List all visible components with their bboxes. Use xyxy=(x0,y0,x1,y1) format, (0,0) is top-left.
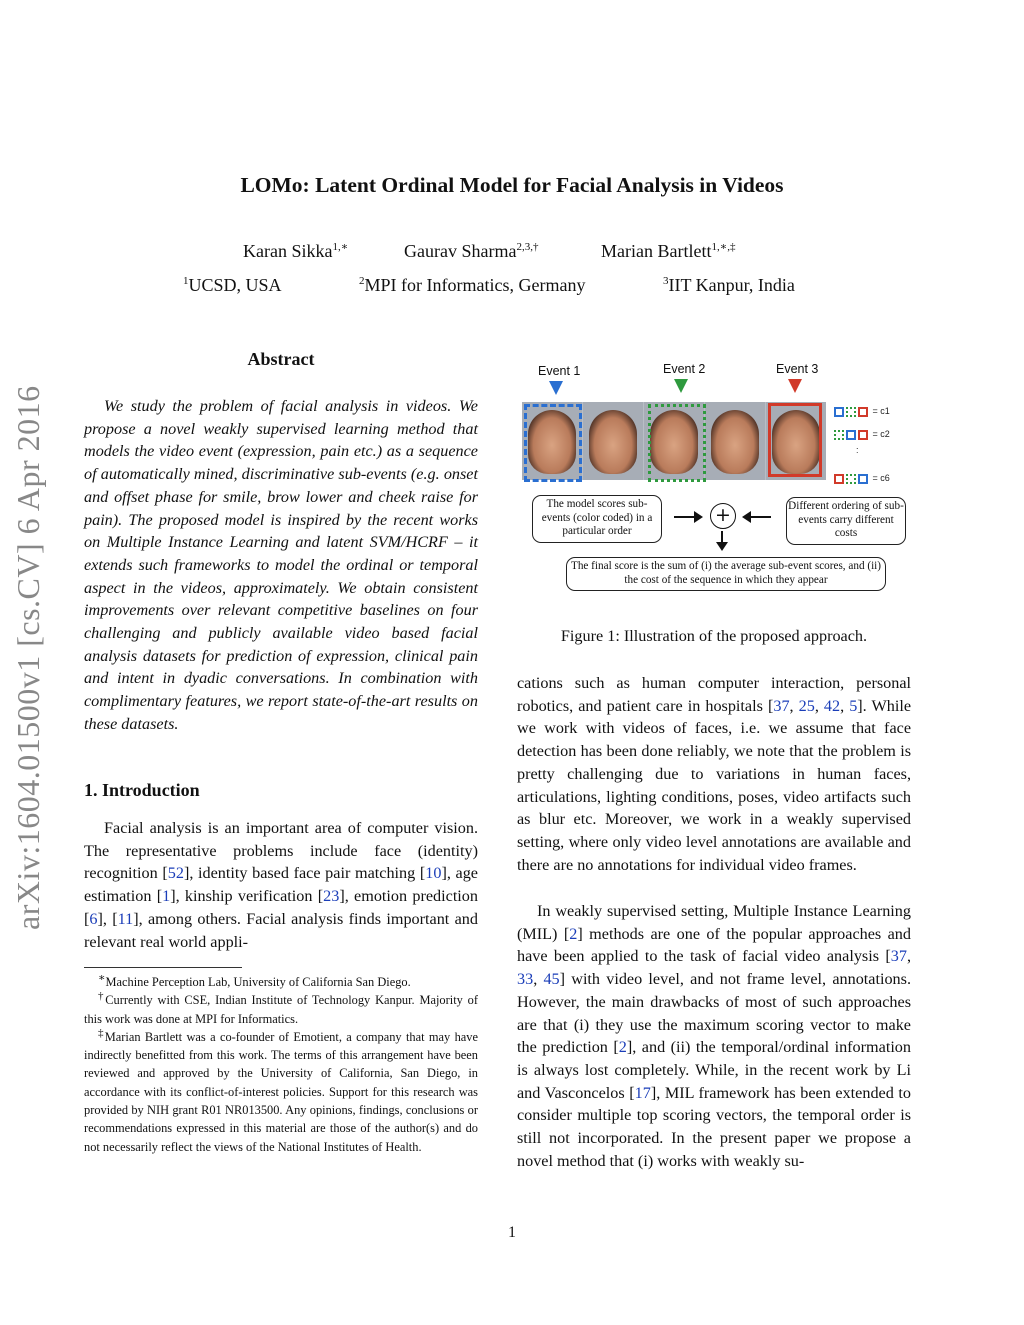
figure-box-bottom: The final score is the sum of (i) the average sub-event scores, and (ii) the cost of the sequence in which they appear xyxy=(566,557,886,591)
footnote-divider xyxy=(84,967,242,968)
author-1: Karan Sikka$^{1,∗}$ xyxy=(243,241,349,261)
event-2-box xyxy=(648,404,706,482)
figure-box-right: Different ordering of sub-events carry different costs xyxy=(786,497,906,545)
citation-link[interactable]: 10 xyxy=(425,864,442,883)
affiliation-3: $^3$IIT Kanpur, India xyxy=(663,275,795,295)
paper-title: LOMo: Latent Ordinal Model for Facial Analysis in Videos xyxy=(240,173,784,197)
citation-link[interactable]: 2 xyxy=(618,1038,627,1057)
intro-paragraph-1-continued: cations such as human computer interaction, personal robotics, and patient care in hospitals [37, 25, 42, 5]. While we work with videos of faces, i.e. we assume that face detection has been done reliably, we note that the problem is pretty challenging due to variations in human faces, articulations, lighting conditions, poses, video artifacts such as blur etc. Moreover, we work in a weakly supervised setting, where only video level annotations are available and there are no annotations for individual video frames. xyxy=(517,674,912,874)
citation-link[interactable]: 45 xyxy=(543,970,560,989)
figure-1 xyxy=(520,356,910,596)
video-frames xyxy=(522,402,824,480)
figure-caption: Figure 1: Illustration of the proposed approach. xyxy=(560,627,868,645)
citation-link[interactable]: 23 xyxy=(323,887,340,906)
event-1-arrow-icon xyxy=(549,381,563,395)
event-1-box xyxy=(524,404,582,482)
abstract-text: We study the problem of facial analysis in videos. We propose a novel weakly supervised learning method that models the video event (expression, pain etc.) as a sequence of automatically mined, discriminative sub-events (e.g. onset and offset phase for smile, brow lower and cheek raise for pain). The proposed model is inspired by the recent works on Multiple Instance Learning and latent SVM/HCRF – it extends such frameworks to model the ordinal or temporal aspect in the videos, approximately. We obtain consistent improvements over relevant competitive baselines on four challenging and publicly available video based facial analysis datasets for prediction of expression, clinical pain and intent in dyadic conversations. In combination with complimentary features, we report state-of-the-art results on these datasets. xyxy=(84,397,478,733)
citation-link[interactable]: 37 xyxy=(890,947,907,966)
event-2-arrow-icon xyxy=(674,379,688,393)
citation-link[interactable]: 2 xyxy=(569,924,578,943)
event-2-label: Event 2 xyxy=(663,362,706,376)
legend-c2: = c2 xyxy=(834,429,890,440)
affiliation-2: $^2$MPI for Informatics, Germany xyxy=(359,275,586,295)
left-arrow-icon xyxy=(749,516,771,518)
citation-link[interactable]: 52 xyxy=(167,864,184,883)
section-heading: 1. Introduction xyxy=(84,780,200,800)
citation-link[interactable]: 11 xyxy=(117,909,134,928)
event-3-box xyxy=(768,403,822,477)
right-arrow-icon xyxy=(674,516,696,518)
face-frame-2 xyxy=(589,410,637,474)
figure-box-left: The model scores sub-events (color coded) in a particular order xyxy=(532,495,662,543)
event-1-label: Event 1 xyxy=(538,364,581,378)
affiliation-1: $^1$UCSD, USA xyxy=(183,275,282,295)
page-number: 1 xyxy=(508,1224,516,1241)
legend-ellipsis: : xyxy=(856,445,859,455)
footnotes xyxy=(84,973,478,1156)
event-3-label: Event 3 xyxy=(776,362,819,376)
author-2: Gaurav Sharma$^{2,3,\dagger}$ xyxy=(404,241,539,261)
citation-link[interactable]: 25 xyxy=(798,696,815,715)
citation-link[interactable]: 33 xyxy=(517,970,534,989)
legend-c1: = c1 xyxy=(834,406,890,417)
event-3-arrow-icon xyxy=(788,379,802,393)
footnote-3: ‡Marian Bartlett was a co-founder of Emotient, a company that may have indirectly benefitted from this work. The terms of this arrangement have been reviewed and approved by the University of California, San Diego, in accordance with its conflict-of-interest policies. Support for this research was provided by NIH grant R01 NR013500. Any opinions, findings, conclusions or recommendations expressed in this material are those of the author(s) and do not necessarily reflect the views of the National Institutes of Health. xyxy=(84,1026,479,1154)
citation-link[interactable]: 6 xyxy=(89,909,98,928)
intro-paragraph-1: Facial analysis is an important area of computer vision. The representative problems include face (identity) recognition [52], identity based face pair matching [10], age estimation [1], kinship verification [23], emotion prediction [6], [11], among others. Facial analysis finds important and relevant real world appli- xyxy=(84,819,478,951)
citation-link[interactable]: 17 xyxy=(634,1083,651,1102)
citation-link[interactable]: 5 xyxy=(849,696,858,715)
legend-c6: = c6 xyxy=(834,473,890,484)
face-frame-4 xyxy=(711,410,759,474)
plus-icon: + xyxy=(710,503,736,529)
footnote-1: ∗Machine Perception Lab, University of California San Diego. xyxy=(98,971,411,989)
intro-paragraph-2: In weakly supervised setting, Multiple Instance Learning (MIL) [2] methods are one of the popular approaches and have been applied to the task of facial video analysis [37, 33, 45] with video level, and not frame level, annotations. However, the main drawbacks of most of such approaches are that (i) they use the maximum scoring vector to make the prediction [2], and (ii) the temporal/ordinal information is always lost completely. While, in the recent work by Li and Vasconcelos [17], MIL framework has been extended to consider multiple top scoring vectors, the temporal order is still not incorporated. In the present paper we propose a novel method that (i) works with weakly su- xyxy=(517,902,912,1170)
arxiv-stamp: arXiv:1604.01500v1 [cs.CV] 6 Apr 2016 xyxy=(10,385,46,930)
author-3: Marian Bartlett$^{1,∗,\ddagger}$ xyxy=(601,241,736,261)
citation-link[interactable]: 1 xyxy=(162,887,171,906)
citation-link[interactable]: 42 xyxy=(823,696,841,715)
footnote-2: †Currently with CSE, Indian Institute of Technology Kanpur. Majority of this work was done at MPI for Informatics. xyxy=(84,990,478,1026)
citation-link[interactable]: 37 xyxy=(773,696,790,715)
abstract-heading: Abstract xyxy=(247,349,315,369)
